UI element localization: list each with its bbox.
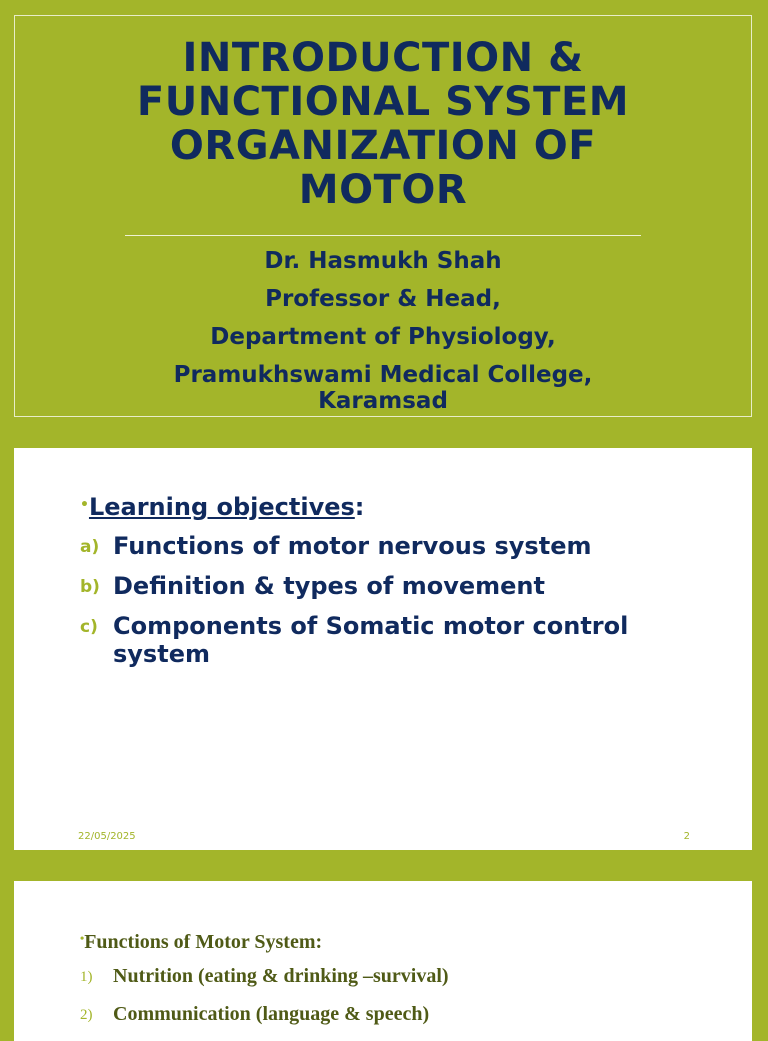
author-block (45, 248, 721, 426)
list-item-text: Functions of motor nervous system (113, 532, 592, 560)
functions-slide (14, 881, 752, 1041)
author-position: Professor & Head, (265, 286, 501, 312)
functions-heading-text: Functions of Motor System: (84, 931, 323, 953)
title-line: INTRODUCTION & (182, 35, 584, 81)
objectives-heading-text: Learning objectives (88, 493, 355, 521)
author-name: Dr. Hasmukh Shah (264, 248, 502, 274)
list-item-text: Communication (language & speech) (113, 1003, 430, 1025)
list-item-text: Components of Somatic motor control system (113, 612, 629, 668)
title-line: ORGANIZATION OF (169, 123, 597, 169)
author-location: Karamsad (318, 388, 448, 414)
functions-heading (80, 925, 712, 955)
objectives-slide (14, 448, 752, 850)
author-college: Pramukhswami Medical College, (173, 362, 593, 388)
list-marker: b) (80, 577, 100, 597)
list-marker: a) (80, 537, 100, 557)
list-marker: 2) (80, 1007, 93, 1023)
objectives-list (80, 490, 712, 678)
list-item (80, 963, 712, 991)
slide-date: 22/05/2025 (78, 831, 136, 842)
title-line: FUNCTIONAL SYSTEM (136, 79, 630, 125)
list-marker: 1) (80, 969, 93, 985)
title-line: MOTOR (298, 167, 468, 213)
objectives-heading (80, 490, 712, 522)
list-item-text: Definition & types of movement (113, 572, 545, 600)
title-slide (14, 15, 752, 417)
list-marker: c) (80, 617, 98, 637)
list-item-text: Nutrition (eating & drinking –survival) (113, 965, 449, 987)
bullet-icon: • (80, 931, 85, 945)
slide-number: 2 (683, 831, 690, 842)
functions-list (80, 925, 712, 1039)
slide-title (55, 36, 711, 212)
list-item (80, 612, 712, 668)
list-item (80, 572, 712, 602)
heading-colon: : (354, 493, 365, 521)
list-item (80, 1001, 712, 1029)
author-department: Department of Physiology, (210, 324, 556, 350)
title-divider (125, 235, 641, 236)
list-item (80, 532, 712, 562)
bullet-icon: • (80, 497, 89, 513)
